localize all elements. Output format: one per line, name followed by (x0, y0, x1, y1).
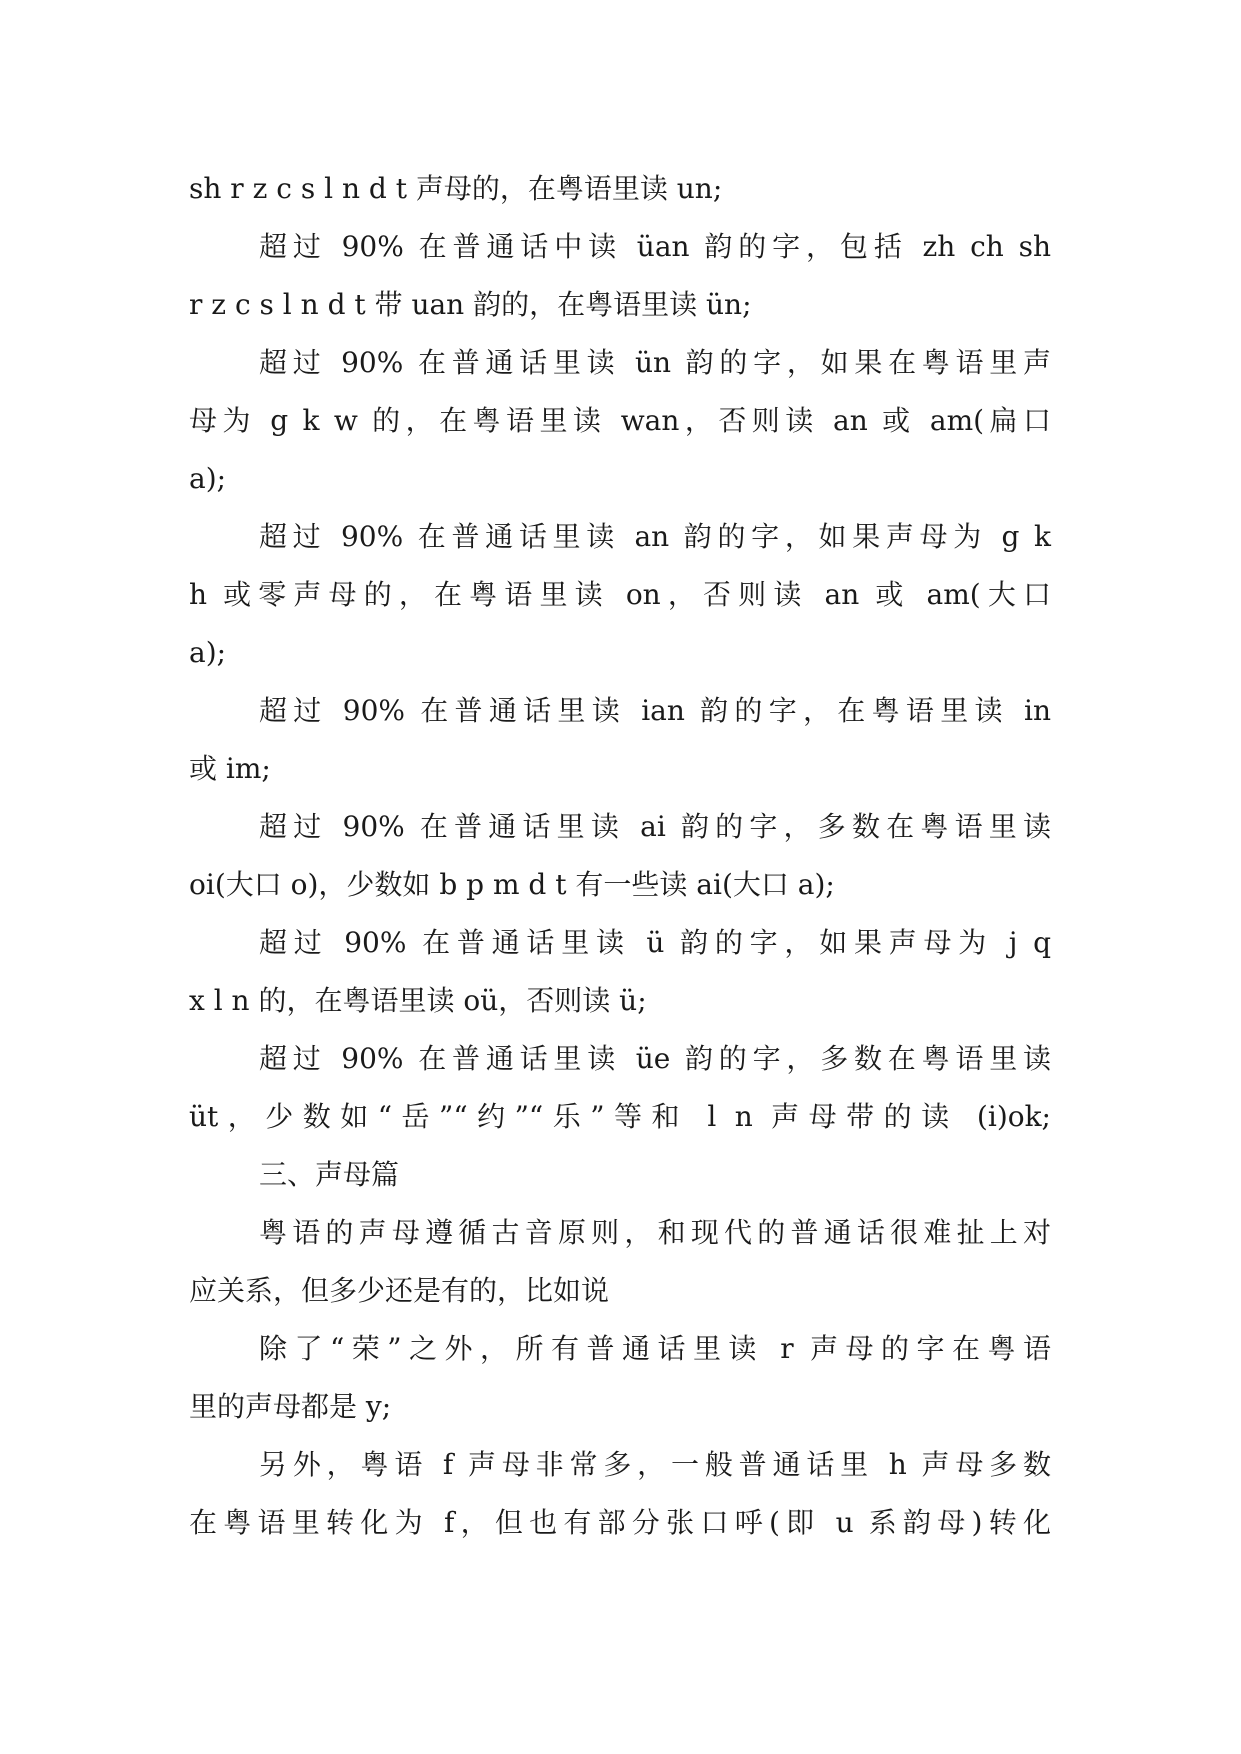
text-line: 超过 90% 在普通话中读 üan 韵的字，包括 zh ch sh (259, 230, 1051, 263)
text-line: 母为 g k w 的，在粤语里读 wan，否则读 an 或 am(扁口 (189, 404, 1051, 437)
text-line: x l n 的，在粤语里读 oü，否则读 ü; (189, 984, 647, 1017)
text-line: 超过 90% 在普通话里读 üe 韵的字，多数在粤语里读 (259, 1042, 1051, 1075)
text-line: 超过 90% 在普通话里读 ü 韵的字，如果声母为 j q (259, 926, 1051, 959)
text-line: 在粤语里转化为 f，但也有部分张口呼(即 u 系韵母)转化 (189, 1506, 1051, 1539)
text-line: 粤语的声母遵循古音原则，和现代的普通话很难扯上对 (259, 1216, 1051, 1249)
text-line: r z c s l n d t 带 uan 韵的，在粤语里读 ün; (189, 288, 752, 321)
text-line: üt，少数如“岳”“约”“乐”等和 l n 声母带的读 (i)ok; (189, 1100, 1051, 1133)
text-line: 里的声母都是 y; (189, 1390, 392, 1423)
text-line: 超过 90% 在普通话里读 ün 韵的字，如果在粤语里声 (259, 346, 1051, 379)
text-line: 超过 90% 在普通话里读 ai 韵的字，多数在粤语里读 (259, 810, 1051, 843)
text-line: oi(大口 o)，少数如 b p m d t 有一些读 ai(大口 a); (189, 868, 835, 901)
text-line: h 或零声母的，在粤语里读 on，否则读 an 或 am(大口 (189, 578, 1051, 611)
text-line: a); (189, 462, 227, 495)
text-line: 另外，粤语 f 声母非常多，一般普通话里 h 声母多数 (259, 1448, 1051, 1481)
text-line: 超过 90% 在普通话里读 ian 韵的字，在粤语里读 in (259, 694, 1051, 727)
text-line: a); (189, 636, 227, 669)
text-line: 或 im; (189, 752, 271, 785)
text-line: 三、声母篇 (259, 1158, 400, 1191)
text-line: sh r z c s l n d t 声母的，在粤语里读 un; (189, 172, 723, 205)
text-line: 除了“荣”之外，所有普通话里读 r 声母的字在粤语 (259, 1332, 1051, 1365)
document-body (189, 160, 1051, 1552)
text-line: 超过 90% 在普通话里读 an 韵的字，如果声母为 g k (259, 520, 1051, 553)
text-line: 应关系，但多少还是有的，比如说 (189, 1274, 610, 1307)
